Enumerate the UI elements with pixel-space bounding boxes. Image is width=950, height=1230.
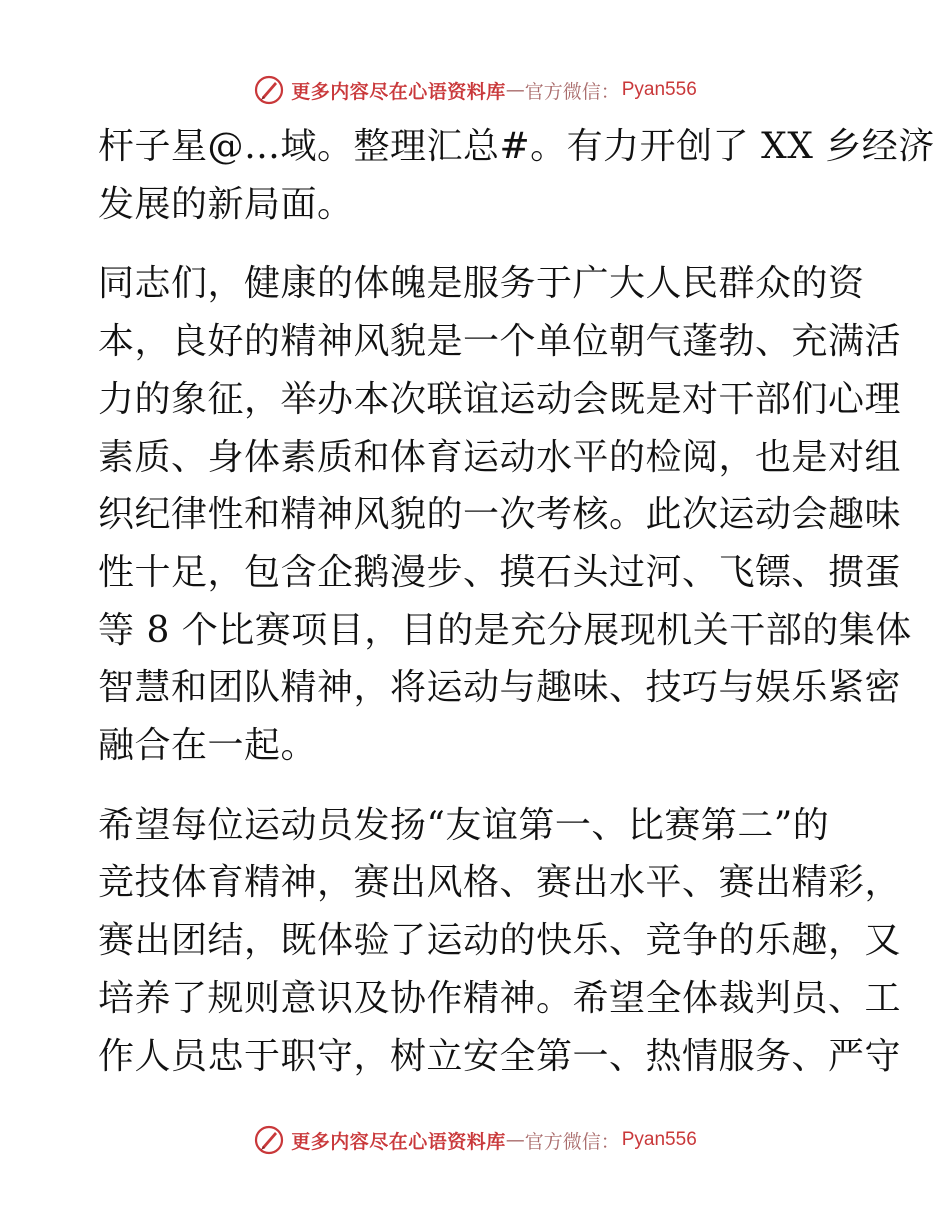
paragraph	[98, 797, 902, 1086]
text-line: 希望每位运动员发扬“友谊第一、比赛第二”的	[98, 804, 830, 846]
banner-dash: —	[505, 1129, 525, 1151]
quill-logo-icon	[253, 1124, 285, 1156]
text-line: 融合在一起。	[98, 725, 318, 767]
banner-main-text: 更多内容尽在心语资料库	[291, 1130, 506, 1153]
header-banner	[0, 70, 950, 110]
text-line: 培养了规则意识及协作精神。希望全体裁判员、工	[98, 977, 902, 1019]
text-line: 等 8 个比赛项目，目的是充分展现机关干部的集体	[98, 609, 912, 651]
document-body	[98, 118, 935, 1085]
footer-banner	[0, 1120, 950, 1160]
banner-wechat-id: Pyan556	[621, 79, 697, 100]
text-line: 力的象征，举办本次联谊运动会既是对干部们心理	[98, 378, 902, 420]
paragraph	[98, 118, 935, 233]
text-line: 智慧和团队精神，将运动与趣味、技巧与娱乐紧密	[98, 667, 902, 709]
quill-logo-icon	[253, 74, 285, 106]
text-line: 杆子星@…域。整理汇总#。有力开创了 XX 乡经济	[98, 126, 935, 167]
text-line: 赛出团结，既体验了运动的快乐、竞争的乐趣，又	[98, 920, 902, 962]
text-line: 竞技体育精神，赛出风格、赛出水平、赛出精彩，	[98, 862, 902, 904]
text-line: 作人员忠于职守，树立安全第一、热情服务、严守	[98, 1035, 902, 1077]
text-line: 素质、身体素质和体育运动水平的检阅，也是对组	[98, 436, 902, 478]
text-line: 本，良好的精神风貌是一个单位朝气蓬勃、充满活	[98, 321, 902, 363]
banner-dash: —	[505, 79, 525, 101]
text-line: 同志们，健康的体魄是服务于广大人民群众的资	[98, 263, 865, 305]
banner-wechat-label: 官方微信：	[524, 1130, 620, 1153]
text-line: 发展的新局面。	[98, 183, 354, 225]
banner-wechat-label: 官方微信：	[524, 80, 620, 103]
banner-main-text: 更多内容尽在心语资料库	[291, 80, 506, 103]
text-line: 织纪律性和精神风貌的一次考核。此次运动会趣味	[98, 494, 902, 536]
text-line: 性十足，包含企鹅漫步、摸石头过河、飞镖、掼蛋	[98, 551, 902, 593]
paragraph	[98, 255, 912, 774]
banner-wechat-id: Pyan556	[621, 1129, 697, 1150]
